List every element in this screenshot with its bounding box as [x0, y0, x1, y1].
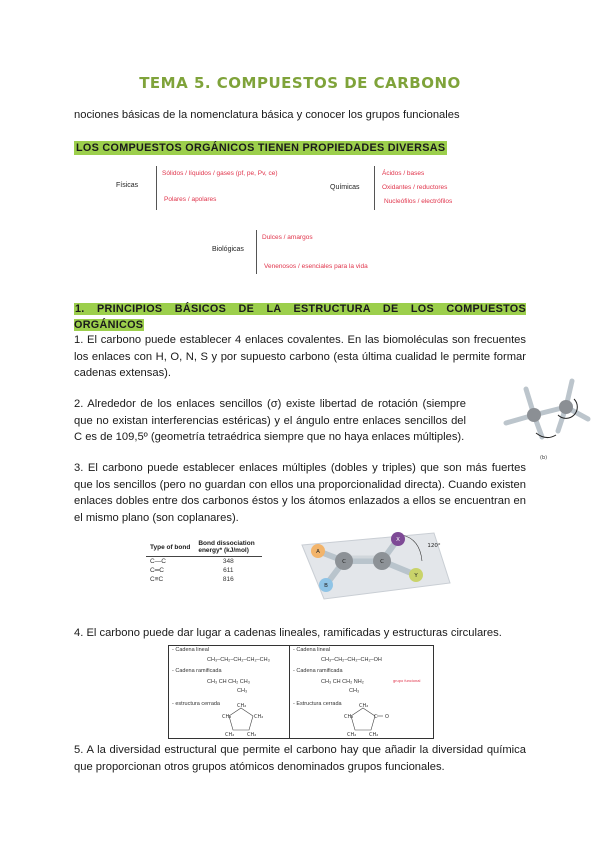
- intro-text: nociones básicas de la nomenclatura básica y conocer los grupos funcionales: [74, 109, 460, 121]
- right-lineal-label: - Cadena lineal: [293, 647, 330, 653]
- fisicas-item-1: Sólidos / líquidos / gases (pf, pe, Pv, ce): [162, 170, 278, 177]
- quimicas-item-3: Nucleófilos / electrófilos: [384, 198, 453, 205]
- left-ramificada-label: - Cadena ramificada: [172, 668, 222, 674]
- section-heading-text: LOS COMPUESTOS ORGÁNICOS TIENEN PROPIEDADES DIVERSAS: [76, 142, 446, 154]
- paragraph-1: 1. El carbono puede establecer 4 enlaces covalentes. En las biomoléculas son frecuentes los enlaces con H, O, N, S y por supuesto carbono (esta última cualidad le permite formar cadenas extensas).: [74, 334, 526, 379]
- left-cerrada-label: - estructura cerrada: [172, 701, 220, 707]
- fisicas-bracket: [156, 166, 157, 210]
- atom-label-c2: C: [380, 559, 384, 565]
- right-ring-atom: CH₂: [369, 732, 379, 738]
- rotation-figure: [496, 375, 592, 465]
- left-ring-atom: CH₂: [225, 732, 235, 738]
- biologicas-label: Biológicas: [212, 246, 244, 253]
- biologicas-item-2: Venenosos / esenciales para la vida: [264, 263, 368, 270]
- left-lineal-label: - Cadena lineal: [172, 647, 209, 653]
- atom-label-x: X: [396, 537, 400, 543]
- bond-energy-table: [146, 538, 262, 584]
- section-heading-properties: [74, 138, 447, 156]
- right-lineal-formula: CH₃–CH₂–CH₂–CH₂–OH: [321, 657, 382, 663]
- quimicas-bracket: [374, 166, 375, 210]
- right-ring-atom: C: [374, 714, 378, 720]
- bond-type-cell: C—C: [150, 558, 166, 565]
- bond-energy-header: Bond dissociation energy* (kJ/mol): [194, 538, 262, 557]
- bond-energy-cell: 611: [223, 567, 234, 574]
- paragraph-4: 4. El carbono puede dar lugar a cadenas lineales, ramificadas y estructuras circulares.: [74, 627, 502, 639]
- tetrahedral-carbons-illustration: [496, 375, 592, 465]
- right-ring-illustration: [344, 702, 407, 738]
- left-ring-illustration: [222, 702, 275, 738]
- section-heading-principles: [74, 301, 526, 333]
- right-cerrada-label: - Estructura cerrada: [293, 701, 342, 707]
- coplanar-atoms-illustration: [284, 525, 452, 601]
- planar-double-bond-figure: [284, 525, 452, 601]
- bond-type-header: Type of bond: [146, 538, 194, 557]
- right-ring-atom: CH₂: [344, 714, 354, 720]
- atom-label-y: Y: [414, 573, 418, 579]
- quimicas-label: Químicas: [330, 184, 360, 191]
- right-ramificada-formula: CH₃ CH CH₂ NH₂: [321, 679, 364, 685]
- chains-divider: [289, 646, 290, 738]
- bond-energy-cell: 348: [222, 558, 234, 565]
- quimicas-item-1: Ácidos / bases: [382, 170, 425, 177]
- bond-energy-cell: 816: [222, 576, 234, 583]
- carbon-chains-figure: [168, 645, 434, 739]
- right-ring-atom: CH₂: [359, 703, 369, 709]
- atom-label-b: B: [324, 583, 328, 589]
- bond-type-cell: C≡C: [150, 576, 164, 583]
- left-ring-atom: CH₂: [254, 714, 264, 720]
- bond-type-cell: C═C: [150, 567, 164, 574]
- page-title: TEMA 5. COMPUESTOS DE CARBONO: [139, 74, 461, 92]
- section-heading-principles-text: 1. PRINCIPIOS BÁSICOS DE LA ESTRUCTURA DE LOS COMPUESTOS ORGÁNICOS: [74, 303, 526, 331]
- atom-label-a: A: [316, 549, 320, 555]
- paragraph-3: 3. El carbono puede establecer enlaces múltiples (dobles y triples) que son más fuertes que los sencillos (pero no guardan con ellos una proporcionalidad directa). Cuando existen enlaces dobles entre dos carbonos éstos y los átomos enlazados a ellos se encuentran en el mismo plano (son coplanares).: [74, 462, 526, 524]
- left-ramificada-formula: CH₃ CH CH₂ CH₃: [207, 679, 250, 685]
- left-ramificada-branch: CH₃: [237, 688, 248, 694]
- paragraph-5: 5. A la diversidad estructural que permite el carbono hay que añadir la diversidad química que proporcionan otros grupos atómicos denominados grupos funcionales.: [74, 744, 526, 773]
- right-ring-atom: CH₂: [347, 732, 357, 738]
- left-ring-atom: CH₂: [247, 732, 257, 738]
- right-ramificada-branch: CH₃: [349, 688, 360, 694]
- left-ring-atom: CH₂: [237, 703, 247, 709]
- rotation-caption: (b): [540, 455, 548, 461]
- biologicas-item-1: Dulces / amargos: [262, 234, 313, 241]
- left-ring-atom: CH₂: [222, 714, 232, 720]
- right-ramificada-label: - Cadena ramificada: [293, 668, 343, 674]
- ring-carbonyl-oxygen: O: [385, 714, 389, 720]
- left-lineal-formula: CH₃–CH₂–CH₂–CH₂–CH₃: [207, 657, 270, 663]
- functional-group-note: grupo funcional: [393, 678, 421, 683]
- fisicas-item-2: Polares / apolares: [164, 196, 217, 203]
- quimicas-item-2: Oxidantes / reductores: [382, 184, 448, 191]
- atom-label-c1: C: [342, 559, 346, 565]
- fisicas-label: Físicas: [116, 182, 139, 189]
- bond-angle-label: 120°: [427, 543, 441, 549]
- biologicas-bracket: [256, 230, 257, 274]
- paragraph-2: 2. Alrededor de los enlaces sencillos (σ) existe libertad de rotación (siempre que no existan interferencias estéricas) y el ángulo entre enlaces sencillos del C es de 109,5º (geometría tetraédrica siempre que no haya enlaces múltiples).: [74, 398, 466, 443]
